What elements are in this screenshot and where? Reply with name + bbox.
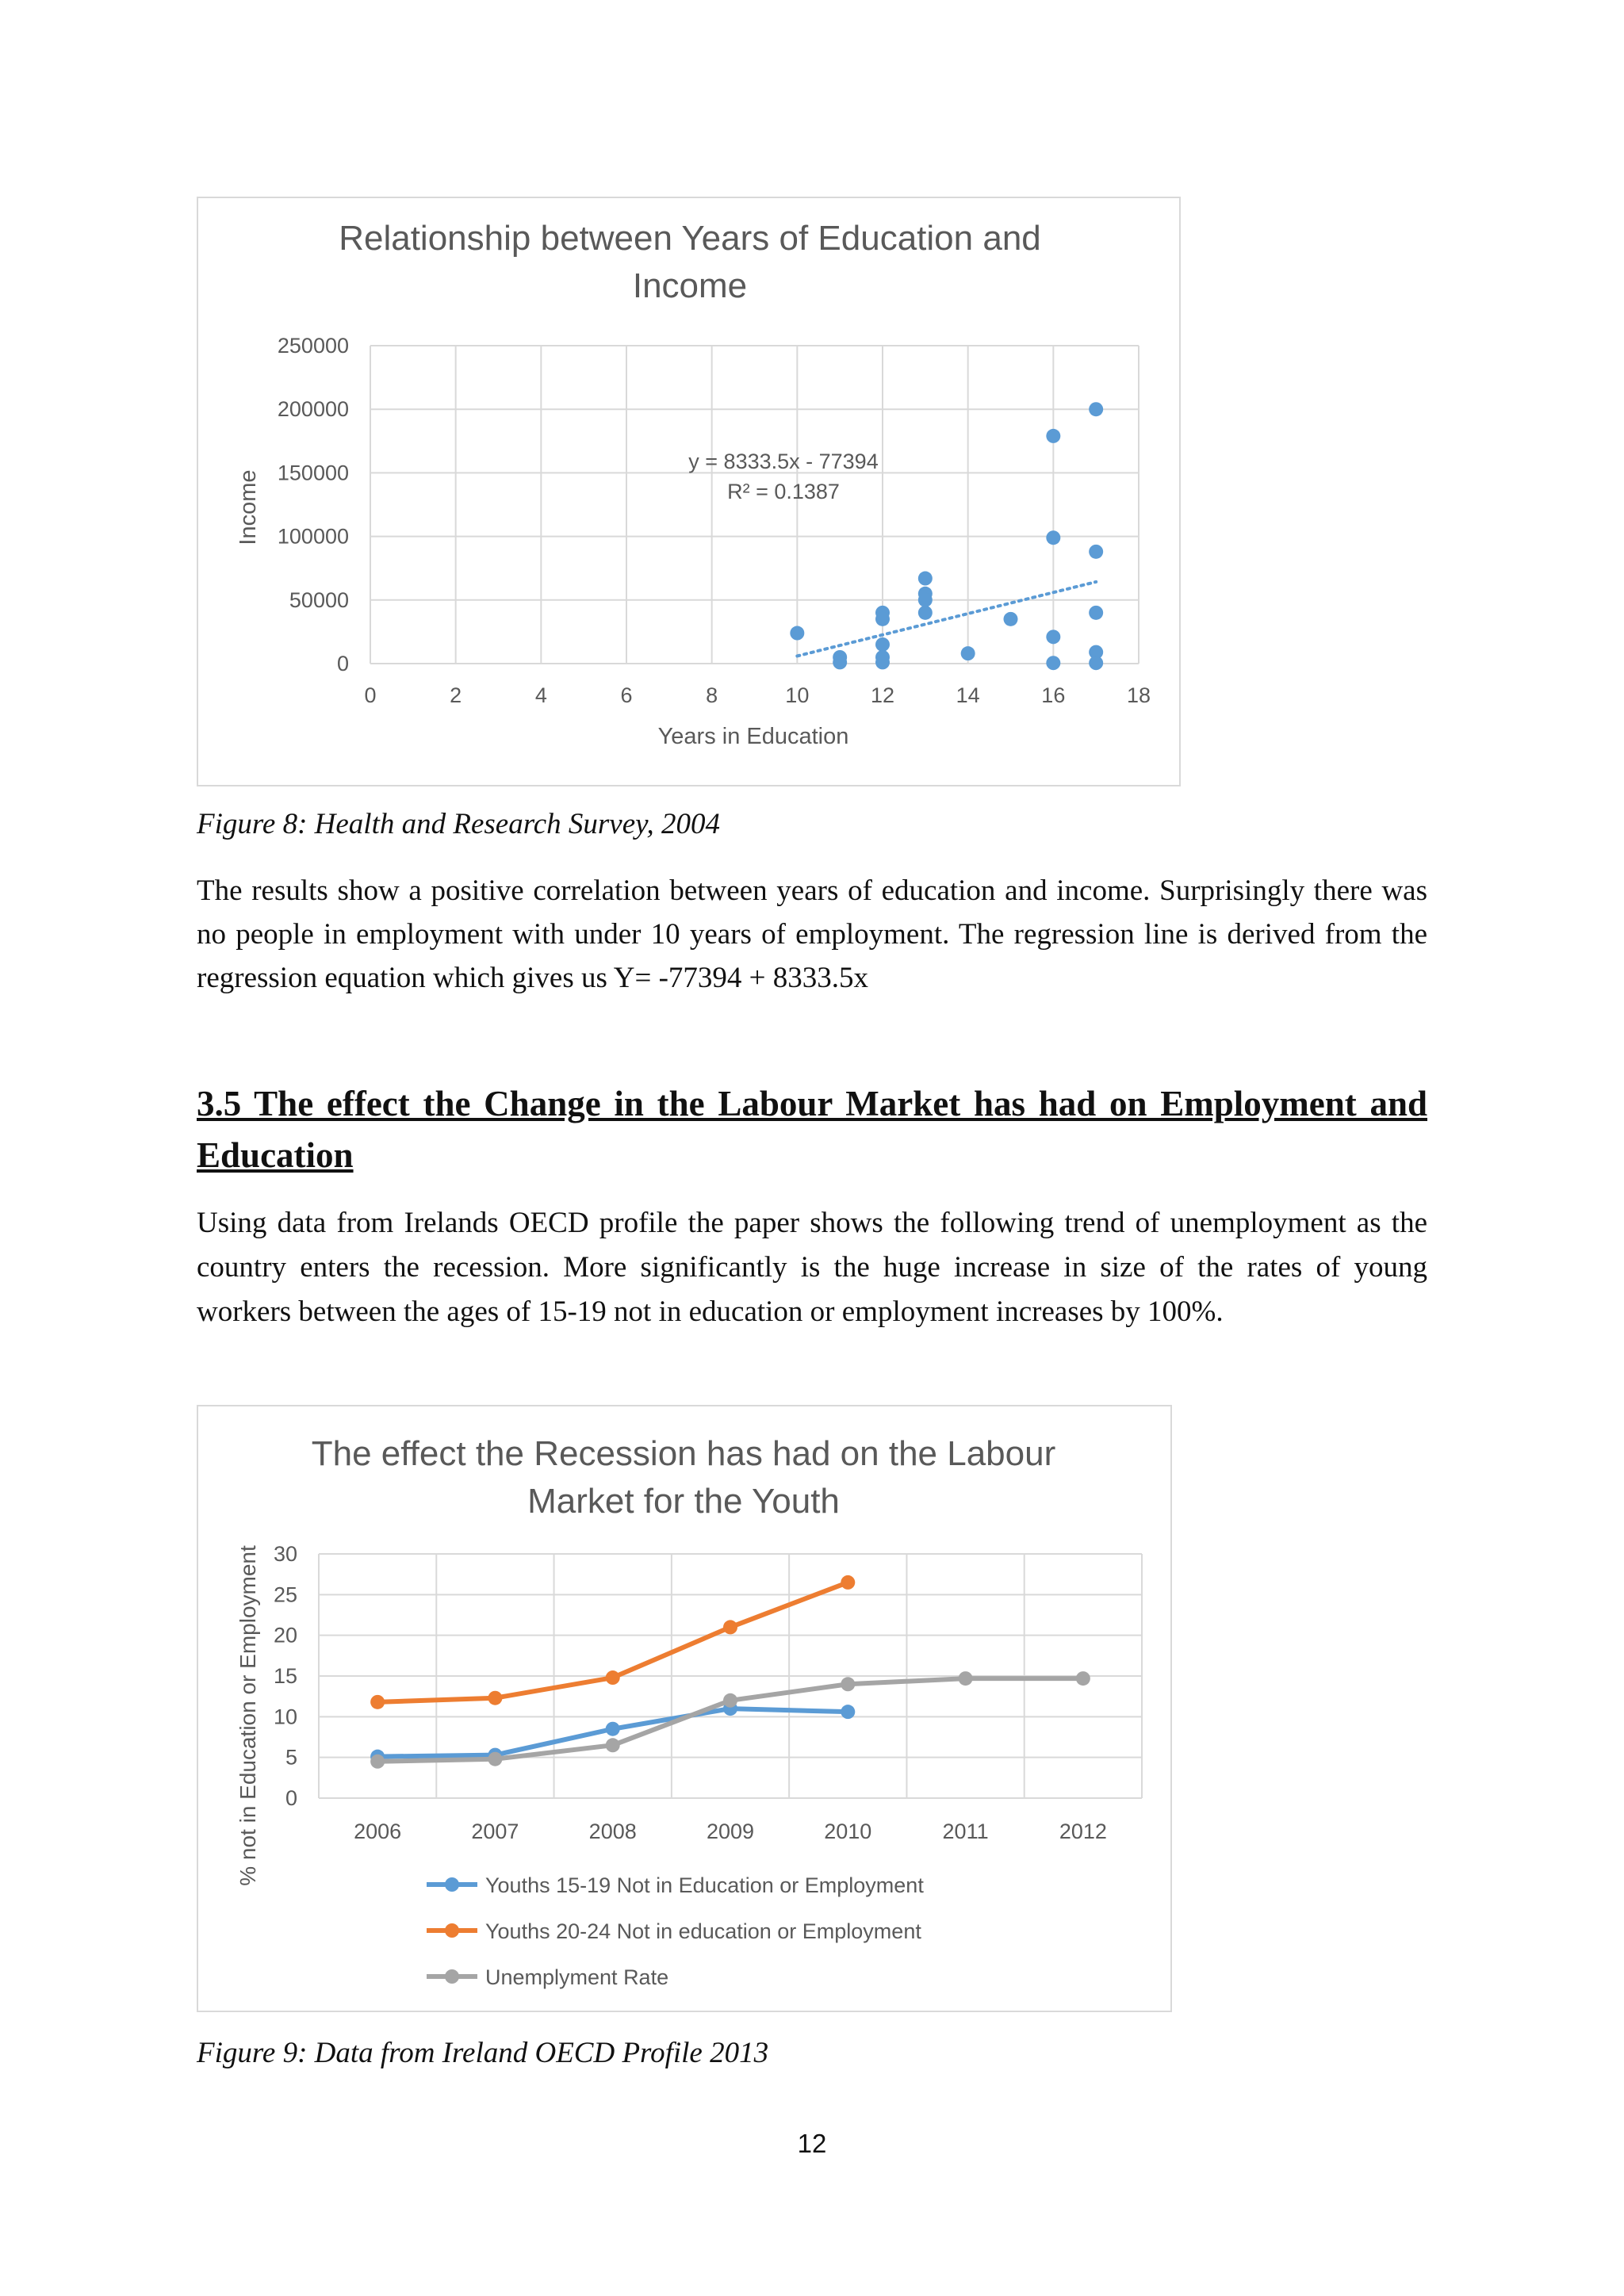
y-tick-label: 0: [336, 652, 349, 675]
x-tick-label: 10: [785, 683, 810, 707]
y-tick-label: 5: [285, 1745, 297, 1770]
data-point: [790, 626, 804, 641]
line-chart-recession-youth: [197, 1405, 1172, 2012]
data-point: [1046, 629, 1060, 644]
data-point: [833, 655, 847, 669]
figure-9-caption: Figure 9: Data from Ireland OECD Profile 2013: [197, 2037, 769, 2069]
series-point: [606, 1738, 620, 1752]
x-tick-label: 2007: [471, 1820, 519, 1843]
trendline-equation: y = 8333.5x - 77394: [688, 450, 879, 473]
x-tick-label: 8: [706, 683, 718, 707]
x-tick-label: 2012: [1059, 1820, 1107, 1843]
y-axis-label: Income: [236, 469, 261, 545]
scatter-chart-education-income: [197, 197, 1181, 786]
y-axis-label: % not in Education or Employment: [236, 1545, 260, 1886]
data-point: [1089, 545, 1103, 559]
x-tick-label: 0: [364, 683, 377, 707]
y-tick-label: 250000: [277, 334, 349, 358]
legend-label: Unemplyment Rate: [485, 1965, 669, 1989]
series-point: [959, 1671, 973, 1686]
legend-label: Youths 20-24 Not in education or Employment: [485, 1919, 921, 1943]
x-tick-label: 2011: [942, 1820, 989, 1843]
legend-swatch-marker: [445, 1969, 459, 1984]
x-tick-label: 6: [620, 683, 633, 707]
line-chart-svg: [198, 1406, 1170, 2011]
y-tick-label: 50000: [289, 587, 349, 612]
series-point: [370, 1695, 385, 1709]
y-tick-label: 150000: [277, 461, 349, 485]
section-heading: 3.5 The effect the Change in the Labour Market has had on Employment and Education: [197, 1084, 1427, 1175]
chart-title-line: The effect the Recession has had on the Labour: [311, 1434, 1056, 1473]
data-point: [1046, 656, 1060, 670]
y-tick-label: 15: [273, 1664, 297, 1688]
series-point: [606, 1670, 620, 1685]
x-tick-label: 2010: [824, 1820, 872, 1843]
legend-label: Youths 15-19 Not in Education or Employment: [485, 1873, 924, 1897]
series-point: [1076, 1671, 1090, 1686]
oecd-paragraph: Using data from Irelands OECD profile the paper shows the following trend of unemployment as the country enters the recession. More significantly is the huge increase in size of the rates of young workers between the ages of 15-19 not in education or employment increases by 100%.: [197, 1207, 1427, 1328]
figure-8-caption: Figure 8: Health and Research Survey, 2004: [197, 808, 721, 840]
legend-swatch-marker: [445, 1877, 459, 1892]
data-point: [875, 655, 890, 669]
y-tick-label: 100000: [277, 524, 349, 549]
y-tick-label: 0: [285, 1786, 297, 1810]
series-line: [377, 1678, 1083, 1762]
data-point: [875, 637, 890, 652]
data-point: [918, 593, 933, 607]
page-number: 12: [797, 2129, 827, 2158]
series-point: [841, 1705, 855, 1719]
x-axis-label: Years in Education: [657, 724, 849, 749]
series-point: [841, 1575, 855, 1590]
x-tick-label: 2008: [588, 1820, 637, 1843]
x-tick-label: 14: [956, 683, 980, 707]
data-point: [1046, 429, 1060, 443]
data-point: [875, 612, 890, 626]
chart-title-line: Income: [632, 266, 748, 305]
data-point: [961, 646, 975, 660]
series-point: [488, 1752, 502, 1766]
series-point: [370, 1755, 385, 1769]
x-tick-label: 16: [1041, 683, 1066, 707]
series-point: [488, 1691, 502, 1705]
trendline: [797, 582, 1096, 656]
x-tick-label: 4: [534, 683, 547, 707]
scatter-chart-svg: [198, 198, 1179, 785]
trendline-equation: R² = 0.1387: [727, 480, 840, 503]
x-tick-label: 2: [450, 683, 462, 707]
series-point: [841, 1677, 855, 1691]
series-point: [723, 1620, 737, 1634]
y-tick-label: 20: [273, 1623, 297, 1647]
x-tick-label: 18: [1126, 683, 1151, 707]
y-tick-label: 200000: [277, 397, 349, 422]
chart-title-line: Market for the Youth: [527, 1482, 840, 1521]
x-tick-label: 2009: [706, 1820, 755, 1843]
data-point: [1089, 606, 1103, 620]
chart-title-line: Relationship between Years of Education and: [339, 219, 1041, 258]
y-tick-label: 10: [273, 1705, 297, 1729]
x-tick-label: 12: [870, 683, 895, 707]
data-point: [1004, 612, 1018, 626]
data-point: [1089, 402, 1103, 416]
y-tick-label: 30: [273, 1542, 297, 1566]
data-point: [918, 572, 933, 586]
results-paragraph: The results show a positive correlation between years of education and income. Surprisingly there was no people in employment with under 10 years of employment. The regression line is derived from the regression equation which gives us Y= -77394 + 8333.5x: [197, 874, 1427, 994]
series-point: [723, 1693, 737, 1708]
y-tick-label: 25: [273, 1582, 297, 1607]
data-point: [918, 606, 933, 620]
data-point: [1089, 656, 1103, 670]
series-point: [606, 1722, 620, 1736]
data-point: [1046, 530, 1060, 545]
x-tick-label: 2006: [354, 1820, 402, 1843]
legend-swatch-marker: [445, 1923, 459, 1938]
